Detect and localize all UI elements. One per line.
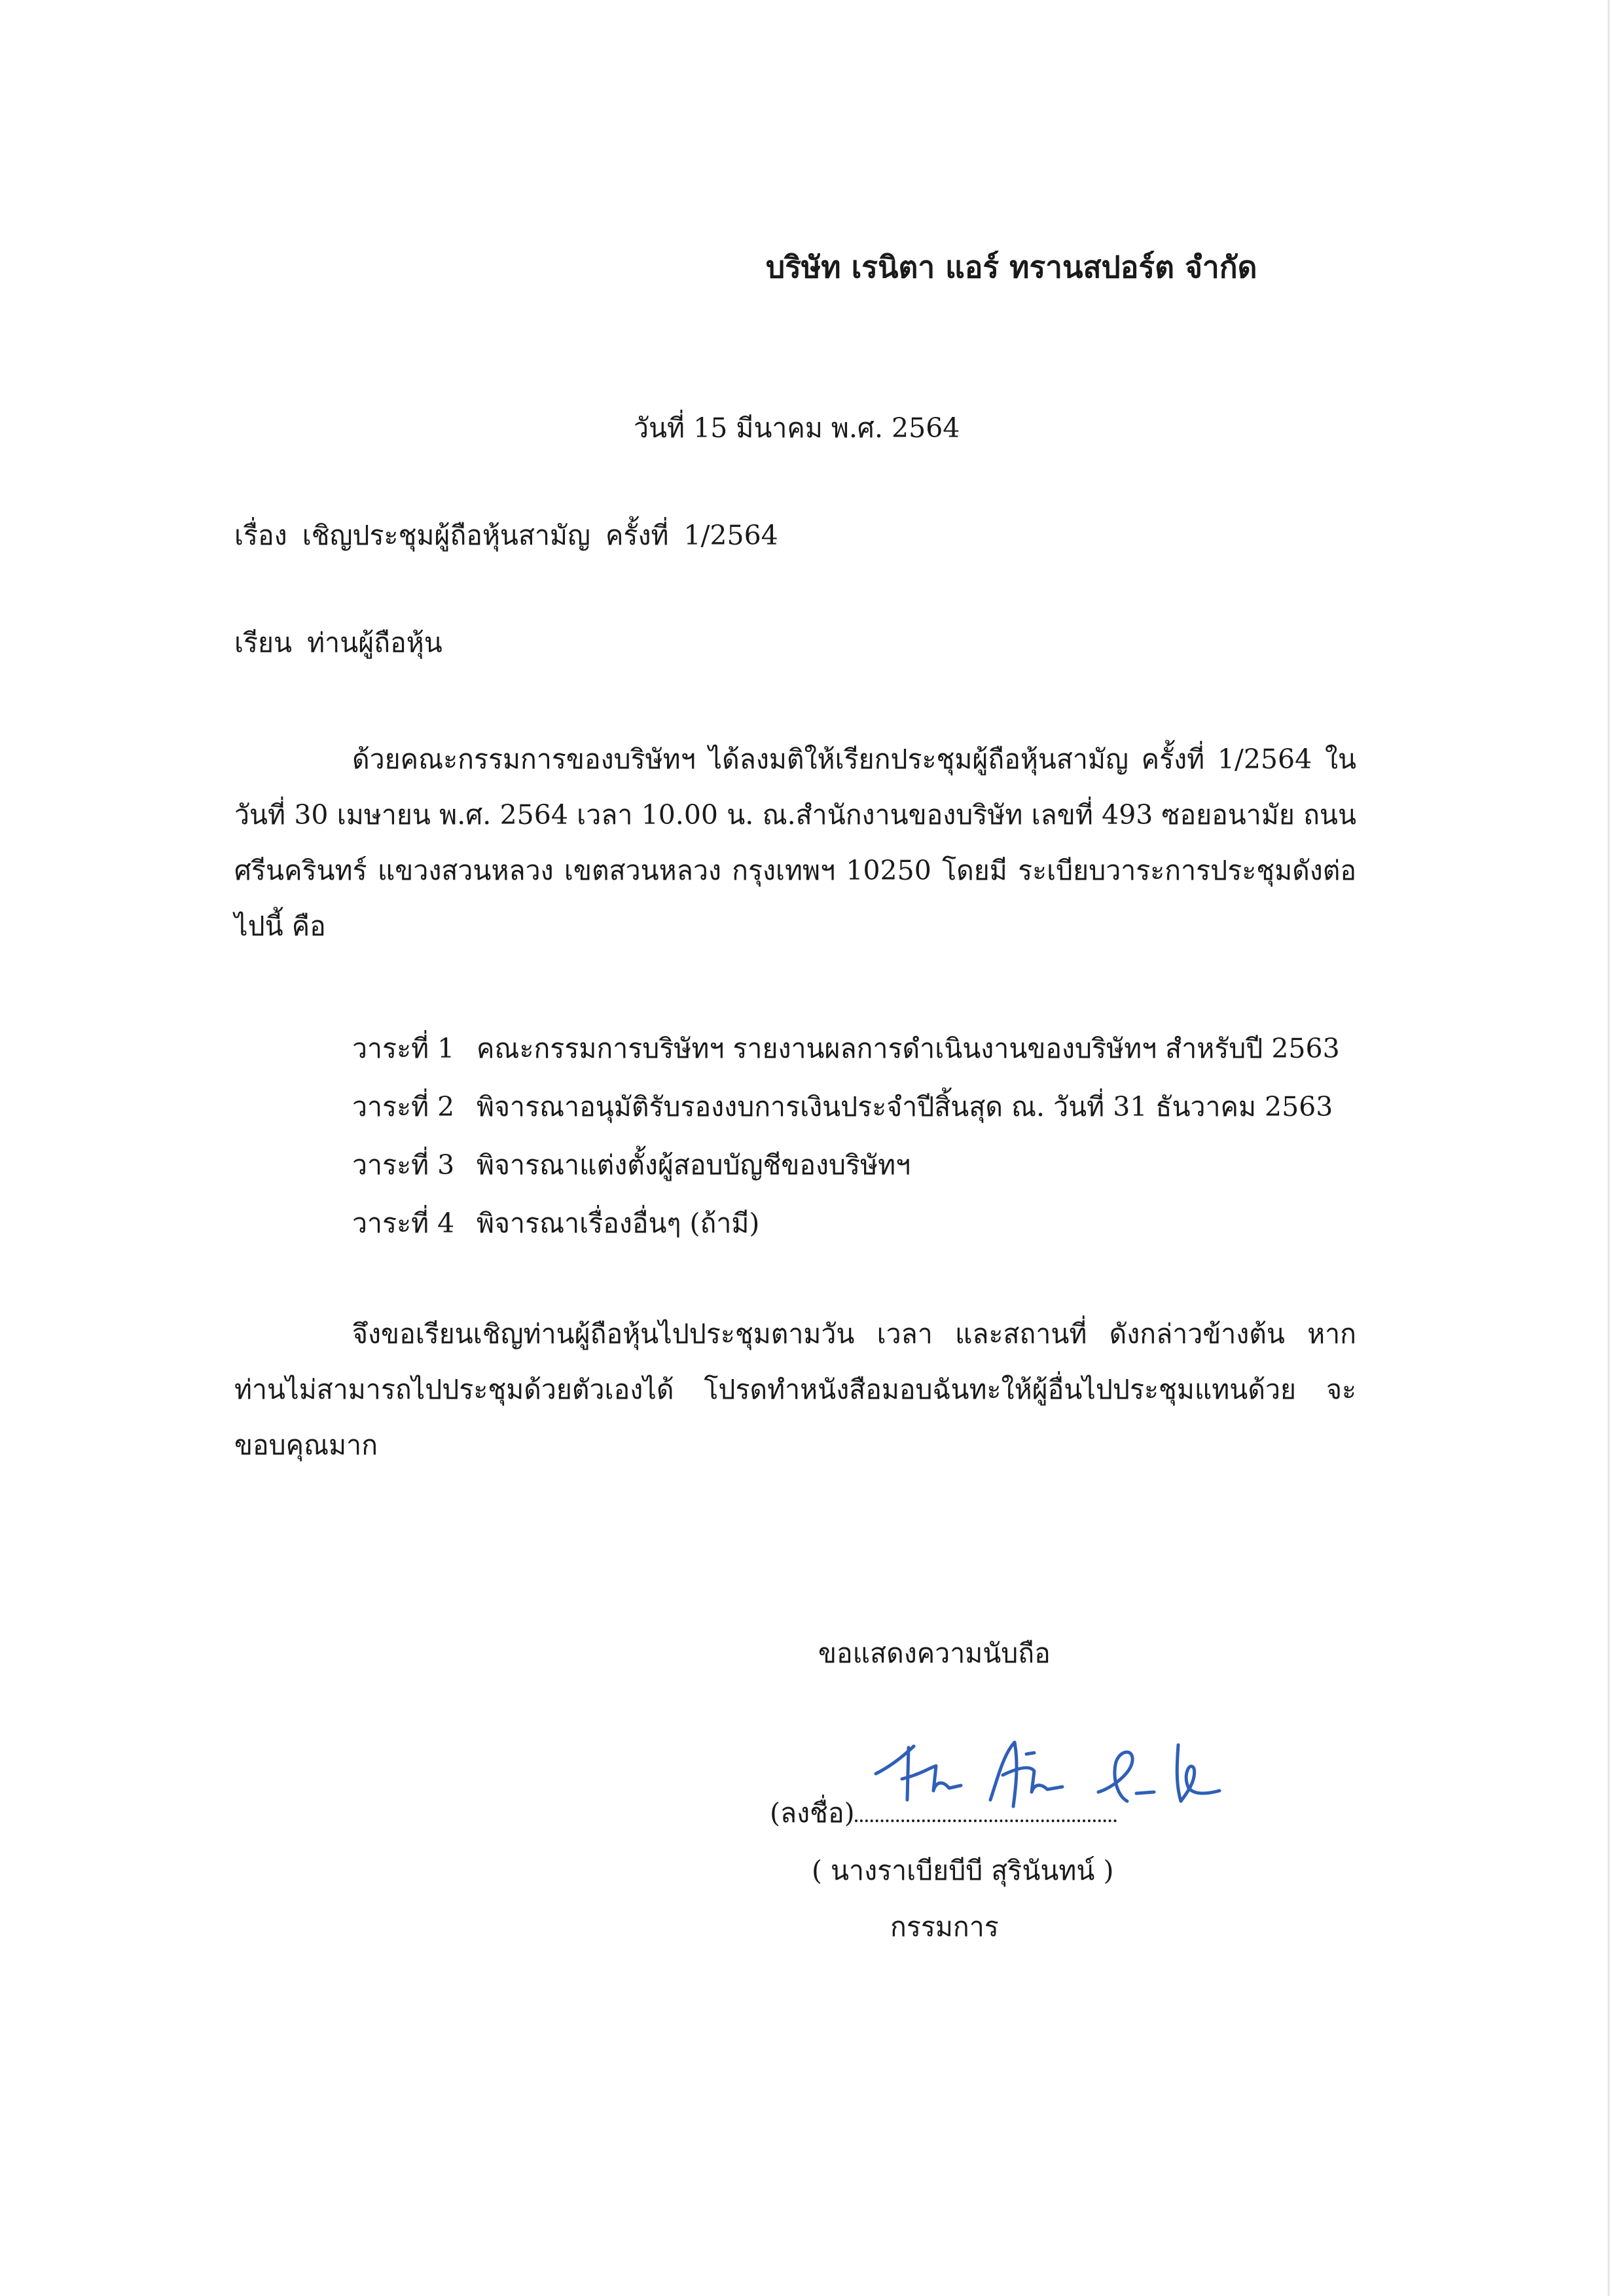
sign-label: (ลงชื่อ) — [770, 1797, 855, 1829]
agenda-number: วาระที่ 4 — [352, 1208, 455, 1239]
subject-text: เชิญประชุมผู้ถือหุ้นสามัญ ครั้งที่ 1/2564 — [302, 520, 778, 551]
paragraph-invitation-text: ด้วยคณะกรรมการของบริษัทฯ ได้ลงมติให้เรียกประชุมผู้ถือหุ้นสามัญ ครั้งที่ 1/2564 ในวันที่ 30 เมษายน พ.ศ. 2564 เวลา 10.00 น. ณ.สำนักงานของบริษัท เลขที่ 493 ซอยอนามัย ถนนศรีนครินทร์ แขวงสวนหลวง เขตสวนหลวง กรุงเทพฯ 10250 โดยมี ระเบียบวาระการประชุมดังต่อไปนี้ คือ — [234, 744, 1356, 942]
agenda-item — [352, 1136, 1340, 1194]
agenda-list — [352, 1020, 1340, 1253]
paragraph-request-text: จึงขอเรียนเชิญท่านผู้ถือหุ้นไปประชุมตามวัน เวลา และสถานที่ ดังกล่าวข้างต้น หาก ท่านไม่สามารถไปประชุมด้วยตัวเองได้ โปรดทำหนังสือมอบฉันทะให้ผู้อื่นไปประชุมแทนด้วย จะขอบคุณมาก — [234, 1318, 1356, 1461]
agenda-item — [352, 1194, 1340, 1253]
signature-line — [770, 1797, 1117, 1829]
agenda-text: คณะกรรมการบริษัทฯ รายงานผลการดำเนินงานของบริษัทฯ สำหรับปี 2563 — [477, 1033, 1340, 1064]
page-edge — [1608, 0, 1610, 2296]
signer-title: กรรมการ — [890, 1911, 999, 1943]
agenda-item — [352, 1020, 1340, 1078]
salutation-text: ท่านผู้ถือหุ้น — [307, 627, 442, 658]
paragraph-invitation — [234, 732, 1356, 954]
subject-label: เรื่อง — [234, 520, 287, 551]
agenda-number: วาระที่ 3 — [352, 1149, 455, 1181]
letter-date: วันที่ 15 มีนาคม พ.ศ. 2564 — [634, 412, 960, 444]
paragraph-request — [234, 1306, 1356, 1473]
agenda-text: พิจารณาเรื่องอื่นๆ (ถ้ามี) — [477, 1208, 760, 1239]
company-name: บริษัท เรนิตา แอร์ ทรานสปอร์ต จำกัด — [766, 249, 1257, 285]
agenda-text: พิจารณาอนุมัติรับรองงบการเงินประจำปีสิ้นสุด ณ. วันที่ 31 ธันวาคม 2563 — [477, 1091, 1333, 1122]
closing-text: ขอแสดงความนับถือ — [818, 1638, 1051, 1669]
agenda-number: วาระที่ 2 — [352, 1091, 455, 1122]
agenda-number: วาระที่ 1 — [352, 1033, 455, 1064]
salutation-line — [234, 627, 442, 658]
agenda-text: พิจารณาแต่งตั้งผู้สอบบัญชีของบริษัทฯ — [477, 1149, 911, 1181]
agenda-item — [352, 1078, 1340, 1136]
signer-name: ( นางราเบียบีบี สุรินันทน์ ) — [812, 1855, 1114, 1886]
salutation-label: เรียน — [234, 627, 293, 658]
subject-line — [234, 522, 778, 549]
signature-dotted-line — [855, 1820, 1117, 1822]
